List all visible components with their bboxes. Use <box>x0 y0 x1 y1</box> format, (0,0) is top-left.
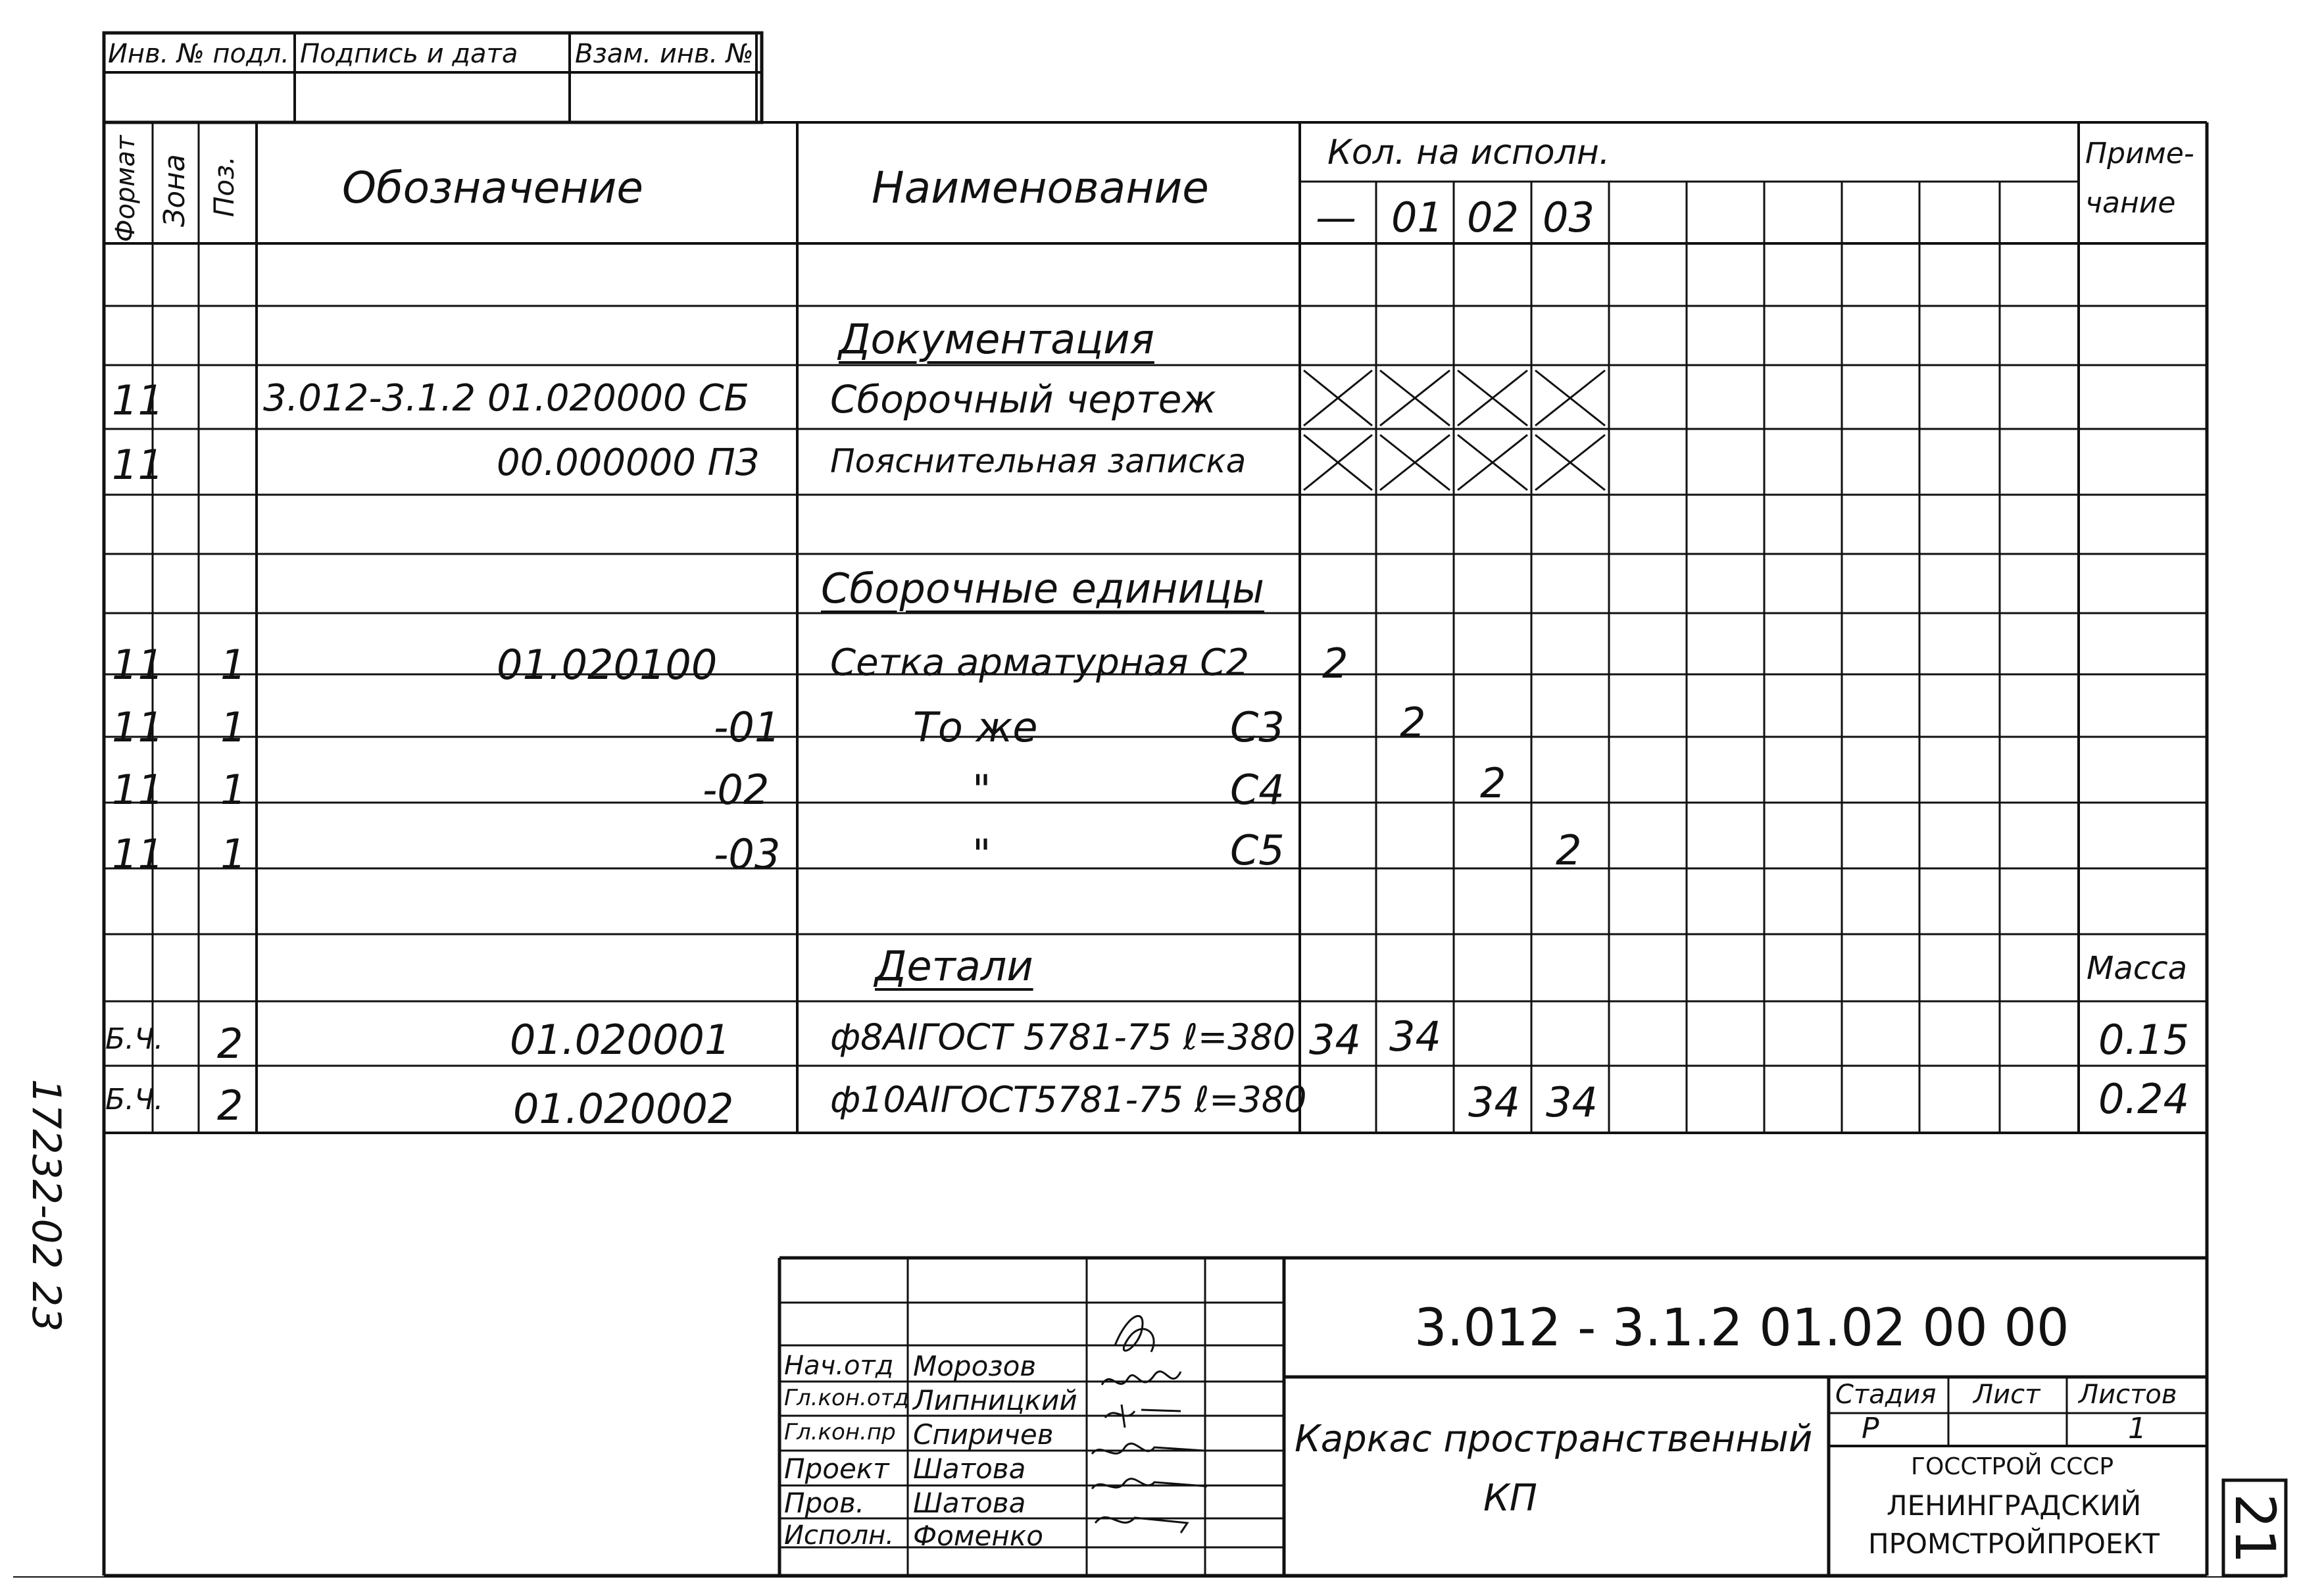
row-mass: 0.15 <box>2098 1016 2190 1064</box>
signer-name: Липницкий <box>913 1384 1077 1416</box>
row-qty-0: 2 <box>1322 639 1348 687</box>
row-format: Б.Ч. <box>105 1083 164 1116</box>
row-designation: 3.012-3.1.2 01.020000 СБ <box>263 377 749 420</box>
row-format: Б.Ч. <box>105 1022 164 1056</box>
row-designation: -01 <box>714 703 781 751</box>
row-pos: 1 <box>220 766 247 814</box>
sign-date-label: Подпись и дата <box>300 39 518 69</box>
stage-label: Стадия <box>1835 1380 1937 1410</box>
variant-01: 01 <box>1391 193 1443 241</box>
header-designation: Обозначение <box>342 162 643 213</box>
signer-name: Фоменко <box>913 1520 1043 1552</box>
row-qty-1: 2 <box>1400 699 1426 747</box>
signer-name: Шатова <box>913 1453 1026 1485</box>
sheets-label: Листов <box>2079 1380 2177 1410</box>
sheet-label: Лист <box>1973 1380 2040 1410</box>
row-designation: 00.000000 ПЗ <box>497 441 759 484</box>
org-line-2: ЛЕНИНГРАДСКИЙ <box>1887 1489 2142 1522</box>
row-designation: 01.020001 <box>510 1016 731 1064</box>
row-name: Сборочный чертеж <box>830 377 1216 422</box>
row-name-mark: С5 <box>1230 826 1285 874</box>
vzam-inv-label: Взам. инв. № <box>575 39 754 69</box>
header-name: Наименование <box>872 162 1209 213</box>
row-pos: 1 <box>220 830 247 878</box>
row-format: 11 <box>112 703 164 751</box>
variant-02: 02 <box>1467 193 1519 241</box>
row-qty-2: 2 <box>1480 759 1506 807</box>
row-name-mark: С3 <box>1230 703 1285 751</box>
row-pos: 2 <box>217 1082 243 1130</box>
row-name: " <box>972 830 991 878</box>
org-line-1: ГОССТРОЙ СССР <box>1911 1453 2114 1480</box>
header-qty: Кол. на исполн. <box>1327 133 1610 172</box>
row-qty-3: 2 <box>1556 826 1582 874</box>
row-name: То же <box>913 703 1038 751</box>
row-name-mark: С4 <box>1230 766 1285 814</box>
sheet-number: 21 <box>2223 1493 2287 1564</box>
row-qty-2: 34 <box>1468 1078 1520 1126</box>
signer-role: Нач.отд <box>784 1351 894 1381</box>
row-name: Сетка арматурная С2 <box>830 641 1249 684</box>
header-format: Формат <box>111 135 141 242</box>
signatures-icon <box>1089 1306 1207 1556</box>
stage-value: Р <box>1862 1412 1879 1445</box>
row-pos: 2 <box>217 1020 243 1068</box>
archive-number: 17232-02 23 <box>23 1079 69 1332</box>
drawing-title-2: КП <box>1483 1477 1537 1520</box>
row-format: 11 <box>112 766 164 814</box>
signer-name: Шатова <box>913 1487 1026 1519</box>
sheets-value: 1 <box>2128 1412 2146 1445</box>
variant-03: 03 <box>1543 193 1594 241</box>
not-applicable-marks <box>1300 365 1610 495</box>
row-qty-3: 34 <box>1546 1078 1598 1126</box>
signer-role: Исполн. <box>784 1520 894 1551</box>
row-designation: -03 <box>714 830 781 878</box>
row-format: 11 <box>112 830 164 878</box>
header-pos: Поз. <box>208 156 240 217</box>
section-details: Детали <box>875 942 1033 990</box>
row-format: 11 <box>112 641 164 689</box>
row-designation: 01.020002 <box>513 1085 734 1133</box>
row-designation: 01.020100 <box>497 641 718 689</box>
org-line-3: ПРОМСТРОЙПРОЕКТ <box>1868 1528 2160 1560</box>
row-designation: -02 <box>703 766 770 814</box>
section-assemblies: Сборочные единицы <box>821 564 1265 612</box>
header-note-1: Приме- <box>2085 137 2194 170</box>
row-pos: 1 <box>220 703 247 751</box>
row-pos: 1 <box>220 641 247 689</box>
row-qty-1: 34 <box>1389 1012 1441 1060</box>
row-format: 11 <box>112 376 164 424</box>
signer-role: Пров. <box>784 1487 865 1519</box>
drawing-title-1: Каркас пространственный <box>1295 1418 1813 1460</box>
row-mass: 0.24 <box>2098 1075 2190 1123</box>
row-name: " <box>972 766 991 814</box>
variant-0: — <box>1316 193 1356 241</box>
inv-no-label: Инв. № подл. <box>108 39 289 69</box>
header-zone: Зона <box>158 154 191 227</box>
row-format: 11 <box>112 441 164 489</box>
row-name: Пояснительная записка <box>830 442 1247 480</box>
section-documentation: Документация <box>839 315 1154 363</box>
row-qty-0: 34 <box>1309 1016 1361 1064</box>
header-note-2: чание <box>2085 186 2176 220</box>
signer-role: Проект <box>784 1453 889 1485</box>
signer-role: Гл.кон.отд <box>784 1385 909 1411</box>
signer-role: Гл.кон.пр <box>784 1419 896 1445</box>
signer-name: Морозов <box>913 1350 1037 1382</box>
drawing-code: 3.012 - 3.1.2 01.02 00 00 <box>1414 1299 2069 1358</box>
row-name: ф10АIГОСТ5781-75 ℓ=380 <box>830 1079 1307 1120</box>
row-name: ф8АIГОСТ 5781-75 ℓ=380 <box>830 1016 1296 1058</box>
signer-name: Спиричев <box>913 1418 1054 1451</box>
mass-label: Масса <box>2087 950 2188 987</box>
